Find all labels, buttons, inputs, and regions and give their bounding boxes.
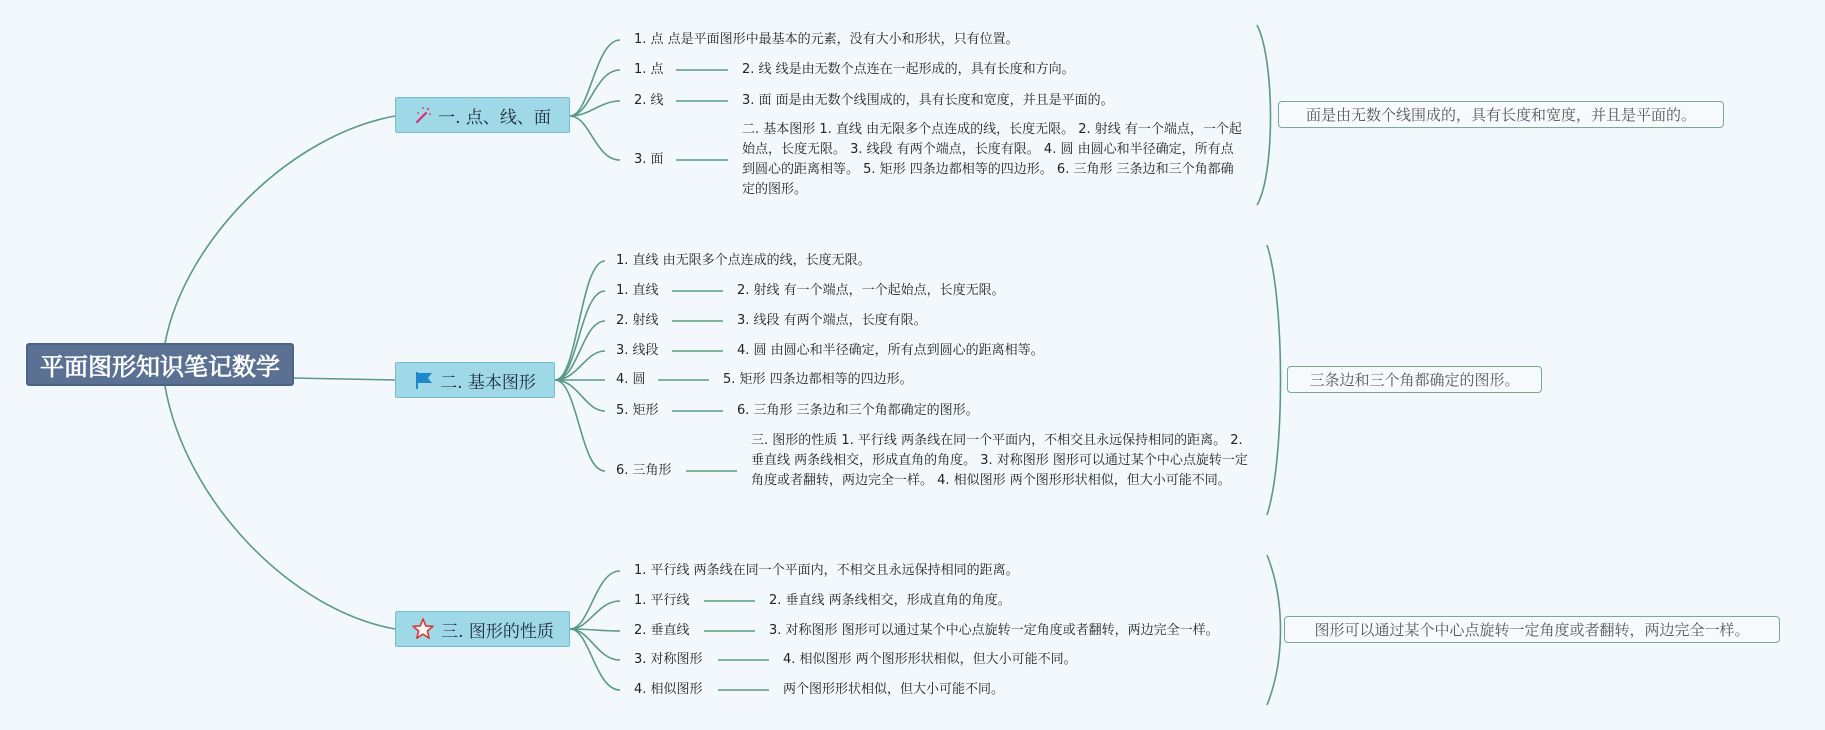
flag-icon [414, 370, 434, 390]
summary-3-text: 图形可以通过某个中心点旋转一定角度或者翻转，两边完全一样。 [1314, 621, 1750, 639]
branch-1-left-3: 3. 面 [634, 152, 664, 167]
branch-1-right-1: 2. 线 线是由无数个点连在一起形成的，具有长度和方向。 [742, 62, 1075, 77]
connector-root-b2 [292, 378, 395, 380]
branch-3-left-4: 4. 相似图形 [634, 682, 703, 697]
connector-b3-intro [570, 571, 620, 629]
branch-2-right-3: 4. 圆 由圆心和半径确定，所有点到圆心的距离相等。 [737, 343, 1044, 358]
branch-3-intro: 1. 平行线 两条线在同一个平面内，不相交且永远保持相同的距离。 [634, 563, 1019, 578]
branch-2-left-3: 3. 线段 [616, 343, 659, 358]
branch-1-right-2: 3. 面 面是由无数个线围成的，具有长度和宽度，并且是平面的。 [742, 93, 1114, 108]
connector-b3-3 [570, 629, 620, 660]
magic-wand-icon [414, 106, 432, 124]
root-title: 平面图形知识笔记数学 [40, 353, 280, 381]
branch-2-left-6: 6. 三角形 [616, 463, 672, 478]
branch-2-right-5: 6. 三角形 三条边和三个角都确定的图形。 [737, 403, 979, 418]
branch-1-title: 一. 点、线、面 [438, 107, 551, 128]
branch-2-right-1: 2. 射线 有一个端点，一个起始点，长度无限。 [737, 283, 1005, 298]
connector-b1-intro [570, 40, 620, 116]
branch-3-title: 三. 图形的性质 [441, 621, 554, 642]
branch-1[interactable] [395, 97, 570, 133]
branch-2-right-4: 5. 矩形 四条边都相等的四边形。 [723, 372, 913, 387]
summary-bracket-3 [1267, 555, 1281, 705]
branch-1-left-2: 2. 线 [634, 93, 664, 108]
branch-3-left-2: 2. 垂直线 [634, 623, 690, 638]
connector-b2-2 [555, 321, 605, 380]
connector-root-b3 [165, 386, 395, 629]
root-topic[interactable] [26, 343, 294, 386]
branch-3-left-3: 3. 对称图形 [634, 652, 703, 667]
branch-1-right-3: 二. 基本图形 1. 直线 由无限多个点连成的线，长度无限。 2. 射线 有一个端点，一个起始点，长度无限。 3. 线段 有两个端点，长度有限。 4. 圆 由圆心和半径确定，所有点到圆心的距离相等。 5. 矩形 四条边都相等的四边形。 6. 三角形 三条边和三个角都确定的图形。 [742, 122, 1242, 197]
summary-1-text: 面是由无数个线围成的，具有长度和宽度，并且是平面的。 [1305, 106, 1696, 124]
branch-3-right-1: 2. 垂直线 两条线相交，形成直角的角度。 [769, 593, 1011, 608]
connector-root-b1 [165, 116, 395, 343]
summary-1 [1278, 101, 1724, 128]
branch-3-right-4: 两个图形形状相似，但大小可能不同。 [783, 682, 1005, 697]
star-icon [411, 617, 435, 641]
branch-2-right-2: 3. 线段 有两个端点，长度有限。 [737, 313, 927, 328]
connector-b2-intro [555, 261, 605, 380]
branch-2-left-1: 1. 直线 [616, 283, 659, 298]
summary-bracket-2 [1267, 245, 1281, 515]
branch-3-right-3: 4. 相似图形 两个图形形状相似，但大小可能不同。 [783, 652, 1077, 667]
branch-1-intro: 1. 点 点是平面图形中最基本的元素，没有大小和形状，只有位置。 [634, 32, 1019, 47]
branch-3-left-1: 1. 平行线 [634, 593, 690, 608]
connector-b1-3 [570, 116, 620, 160]
connector-b3-1 [570, 601, 620, 629]
branch-2-left-2: 2. 射线 [616, 313, 659, 328]
branch-2-right-6: 三. 图形的性质 1. 平行线 两条线在同一个平面内，不相交且永远保持相同的距离。 2. 垂直线 两条线相交，形成直角的角度。 3. 对称图形 图形可以通过某个中心点旋转一定角度或者翻转，两边完全一样。 4. 相似图形 两个图形形状相似，但大小可能不同。 [751, 433, 1248, 488]
branch-2-left-5: 5. 矩形 [616, 403, 659, 418]
branch-2-intro: 1. 直线 由无限多个点连成的线，长度无限。 [616, 253, 871, 268]
branch-2[interactable] [395, 362, 555, 398]
branch-2-left-4: 4. 圆 [616, 372, 646, 387]
summary-bracket-1 [1257, 25, 1271, 205]
summary-3 [1284, 616, 1780, 643]
summary-2 [1287, 366, 1542, 393]
branch-3-right-2: 3. 对称图形 图形可以通过某个中心点旋转一定角度或者翻转，两边完全一样。 [769, 623, 1219, 638]
branch-1-left-1: 1. 点 [634, 62, 664, 77]
branch-2-title: 二. 基本图形 [440, 372, 536, 393]
summary-2-text: 三条边和三个角都确定的图形。 [1309, 371, 1520, 389]
branch-3[interactable] [395, 611, 570, 647]
